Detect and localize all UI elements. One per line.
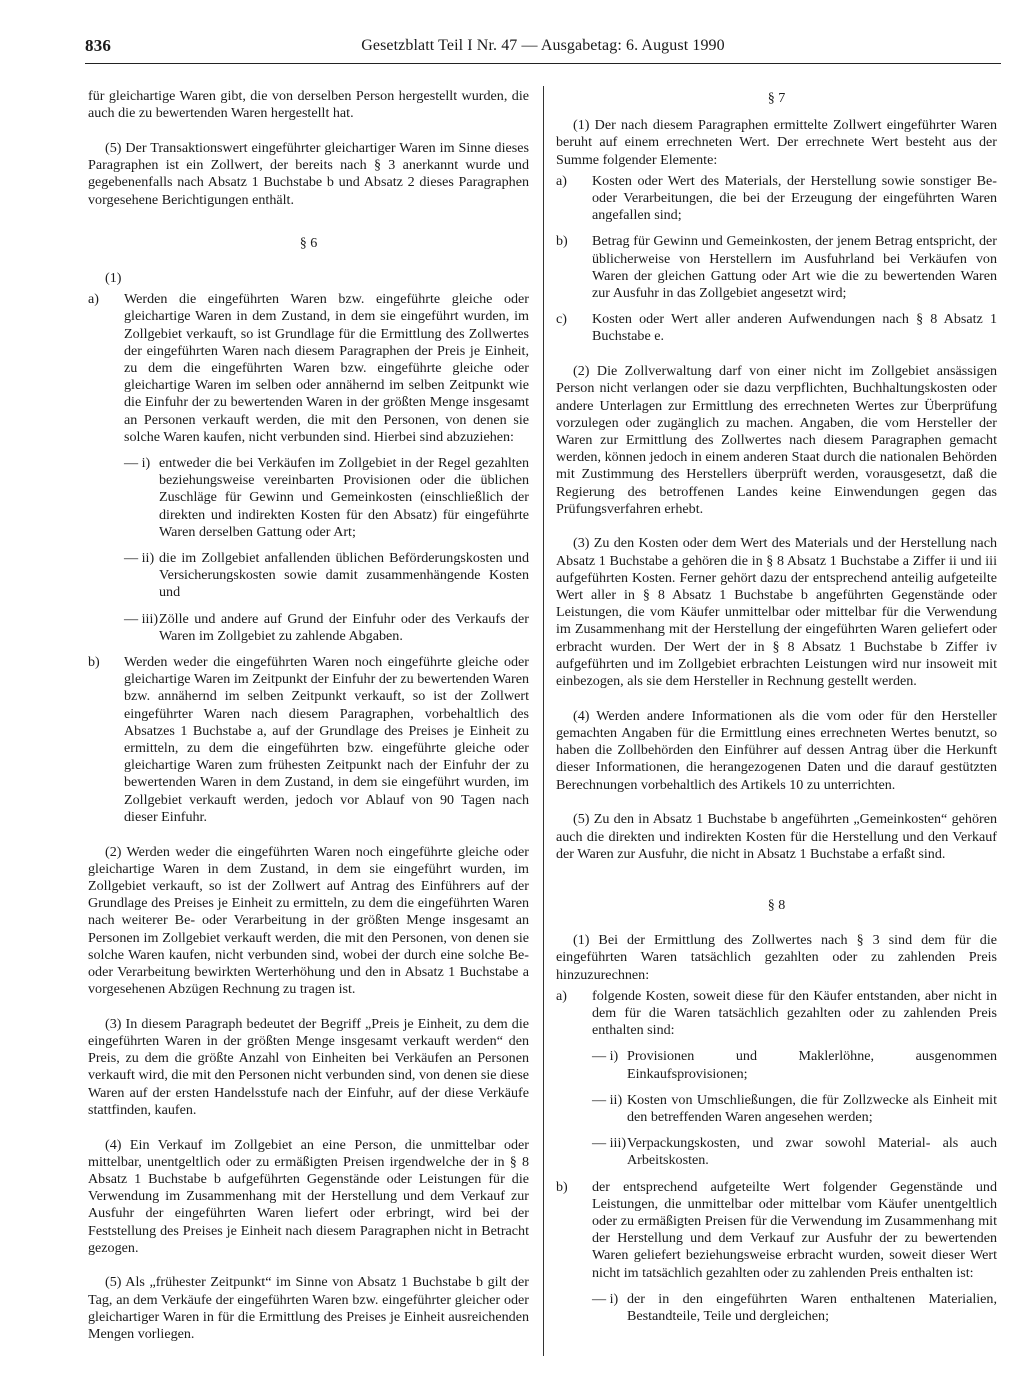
sublist-item-iii xyxy=(88,611,529,645)
paragraph-3: (3) In diesem Paragraph bedeutet der Begriff „Preis je Einheit, zu dem die eingeführten Waren in der größten Menge insgesamt verkauft werden“ den Preis, zu dem die größte Anzahl von Einheiten bei Verkäufen an Personen verkauft wird, die mit den Personen nicht verbunden sind, von denen sie diese Waren auf der ersten Handelsstufe nach der Einfuhr, auf der diese Verkäufe stattfinden, kaufen. xyxy=(88,1015,529,1118)
list-text: der entsprechend aufgeteilte Wert folgender Gegenstände und Leistungen, die unmittelbar oder mittelbar vom Käufer unentgeltlich oder zu ermäßigten Preisen für die Verwendung im Zusammenhang mit der Herstellung und dem Verkauf zur Ausfuhr der zu bewertenden Waren geliefert beziehungsweise erbracht wurden, soweit dieser Wert nicht im tatsächlich gezahlten oder zu zahlenden Preis enthalten ist: xyxy=(592,1178,997,1281)
subsection-label-1: (1) xyxy=(105,269,122,286)
paragraph-8-1: (1) Bei der Ermittlung des Zollwertes nach § 3 sind dem für die eingeführten Waren tatsächlich gezahlten oder zu zahlenden Preis hinzuzurechnen: xyxy=(556,932,997,983)
list-item-c xyxy=(556,311,997,345)
paragraph-4: (4) Ein Verkauf im Zollgebiet an eine Person, die unmittelbar oder mittelbar, unentgeltlich oder zu ermäßigten Preisen irgendwelche der in § 8 Absatz 1 Buchstabe b aufgeführten Gegenstände oder Leistungen für die Verwendung im Zusammenhang mit der Herstellung und dem Verkauf zur Ausfuhr der eingeführten Waren liefert oder erbringt, wird bei der Feststellung des Preises je Einheit nach diesem Paragraphen nicht in Betracht gezogen. xyxy=(88,1136,529,1256)
list-text: Betrag für Gewinn und Gemeinkosten, der jenem Betrag entspricht, der üblicherweise von Herstellern im Ausfuhrland bei Verkäufen von Waren der gleichen Gattung oder Art wie die zu bewertenden Waren zur Ausfuhr in das Zollgebiet angesetzt wird; xyxy=(592,233,997,302)
list-text: Kosten oder Wert aller anderen Aufwendungen nach § 8 Absatz 1 Buchstabe e. xyxy=(592,311,997,345)
list-label: b) xyxy=(88,653,100,670)
sublist-text: Verpackungskosten, und zwar sowohl Material- als auch Arbeitskosten. xyxy=(627,1135,997,1169)
list-text: Werden weder die eingeführten Waren noch eingeführte gleiche oder gleichartige Waren im Zeitpunkt der Einfuhr der zu bewertenden Waren bzw. annähernd im selben Zeitpunkt verkauft, so ist der Zollwert eingeführter Waren nach diesem Paragraphen, vorbehaltlich des Absatzes 1 Buchstabe a, auf der Grundlage des Preises je Einheit zu ermitteln, zu dem die eingeführten bzw. eingeführte gleiche oder gleichartige Waren zum frühesten Zeitpunkt nach der Einfuhr der zu bewertenden Waren in dem Zustand, in dem sie eingeführt wurden, im Zollgebiet verkauft werden, jedoch vor Ablauf von 90 Tagen nach dieser Einfuhr. xyxy=(124,653,529,825)
list-item-a xyxy=(556,988,997,1040)
page-header xyxy=(85,36,1001,66)
list-text: Werden die eingeführten Waren bzw. eingeführte gleiche oder gleichartige Waren in dem Zustand, in dem sie eingeführt wurden, im Zollgebiet verkauft, so ist Grundlage für die Ermittlung des Zollwertes der eingeführten Waren nach diesem Paragraphen der Preis je Einheit, zu dem die eingeführten Waren bzw. eingeführte gleiche oder gleichartige Waren im selben oder annähernd im selben Zeitpunkt wie die Einfuhr der zu bewertenden Waren in der größten Menge insgesamt an Personen verkauft werden, die mit den Personen, von denen sie solche Waren kaufen, nicht verbunden sind. Hierbei sind abzuziehen: xyxy=(124,291,529,445)
sublist-label: — iii) xyxy=(592,1135,627,1152)
header-rule xyxy=(85,63,1001,64)
sublist-item-ii xyxy=(88,550,529,602)
list-label: c) xyxy=(556,311,567,328)
sublist-label: — i) xyxy=(592,1290,619,1307)
list-text: folgende Kosten, soweit diese für den Käufer entstanden, aber nicht in dem für die Waren tatsächlich gezahlten oder zu zahlenden Preis enthalten sind: xyxy=(592,987,997,1039)
list-label: a) xyxy=(556,987,567,1004)
sublist-label: — ii) xyxy=(592,1091,623,1108)
sublist-text: Zölle und andere auf Grund der Einfuhr oder des Verkaufs der Waren im Zollgebiet zu zahlende Abgaben. xyxy=(159,610,529,644)
sublist-item-i xyxy=(556,1291,997,1325)
paragraph-3: (3) Zu den Kosten oder dem Wert des Materials und der Herstellung nach Absatz 1 Buchstabe a gehören die in § 8 Absatz 1 Buchstabe a Ziffer ii und iii aufgeführten Kosten. Ferner gehört dazu der entsprechend anteilig aufgeteilte Wert aller in § 8 Absatz 1 Buchstabe b angeführten Gegenstände oder Leistungen, die vom Käufer unmittelbar oder mittelbar für die Verwendung im Zusammenhang mit der Herstellung der eingeführten Waren geliefert oder erbracht wurden. Der Wert der in § 8 Absatz 1 Buchstabe b Ziffer iv aufgeführten und im Zollgebiet erbrachten Leistungen wird nur insoweit mit einbezogen, als sie dem Hersteller in Rechnung gestellt werden. xyxy=(556,535,997,690)
list-label: b) xyxy=(556,233,568,250)
list-label: a) xyxy=(88,291,99,308)
paragraph-5b: (5) Als „frühester Zeitpunkt“ im Sinne von Absatz 1 Buchstabe b gilt der Tag, an dem Verkäufe der eingeführten Waren bzw. eingeführter gleicher oder gleichartiger Waren in für die Ermittlung des Preises je Einheit ausreichenden Mengen vorliegen. xyxy=(88,1274,529,1343)
sublist-item-i xyxy=(556,1048,997,1082)
sublist-text: entweder die bei Verkäufen im Zollgebiet in der Regel gezahlten beziehungsweise vereinbarten Provisionen oder die üblichen Zuschläge für Gewinn und Gemeinkosten (einschließlich der direkten und indirekten Kosten für den Absatz) für eingeführte Waren derselben Gattung oder Art; xyxy=(159,454,529,540)
sublist-item-i xyxy=(88,455,529,541)
sublist-text: die im Zollgebiet anfallenden üblichen Beförderungskosten und Versicherungskosten sowie damit zusammenhängende Kosten und xyxy=(159,549,529,601)
sublist-label: — ii) xyxy=(124,549,155,566)
list-item-a xyxy=(88,291,529,446)
section-heading-6: § 6 xyxy=(299,234,318,251)
paragraph-1: (1) Der nach diesem Paragraphen ermittelte Zollwert eingeführter Waren beruht auf einem errechneten Wert. Der errechnete Wert besteht aus der Summe folgender Elemente: xyxy=(556,117,997,168)
sublist-item-ii xyxy=(556,1092,997,1126)
left-column xyxy=(88,88,529,1343)
list-text: Kosten oder Wert des Materials, der Herstellung sowie sonstiger Be- oder Verarbeitungen, die bei der Erzeugung der eingeführten Waren angefallen sind; xyxy=(592,172,997,224)
sublist-label: — i) xyxy=(124,454,151,471)
section-heading-8: § 8 xyxy=(767,896,786,913)
running-title: Gesetzblatt Teil I Nr. 47 — Ausgabetag: 6. August 1990 xyxy=(361,37,725,54)
list-item-b xyxy=(556,233,997,302)
section-heading-7: § 7 xyxy=(767,90,786,106)
list-label: b) xyxy=(556,1178,568,1195)
list-item-a xyxy=(556,173,997,225)
sublist-text: Kosten von Umschließungen, die für Zollzwecke als Einheit mit den betreffenden Waren angesehen werden; xyxy=(627,1091,997,1125)
sublist-text: Provisionen und Maklerlöhne, ausgenommen Einkaufsprovisionen; xyxy=(627,1048,997,1082)
paragraph-continuation: für gleichartige Waren gibt, die von derselben Person hergestellt wurden, die auch die zu bewertenden Waren hergestellt hat. xyxy=(88,88,529,122)
list-label: a) xyxy=(556,172,567,189)
page-number: 836 xyxy=(85,36,112,55)
list-item-b xyxy=(88,654,529,826)
right-column xyxy=(556,88,997,1334)
sublist-label: — i) xyxy=(592,1048,619,1065)
sublist-text: der in den eingeführten Waren enthaltenen Materialien, Bestandteile, Teile und dergleichen; xyxy=(627,1290,997,1324)
paragraph-2: (2) Die Zollverwaltung darf von einer nicht im Zollgebiet ansässigen Person nicht verlangen oder sie dazu verpflichten, Buchhaltungskosten oder andere Unterlagen zur Ermittlung des errechneten Wertes zur Überprüfung vorzulegen oder zugänglich zu machen. Angaben, die vom Hersteller der Waren zur Ermittlung des Zollwertes nach diesem Paragraphen gemacht werden, können jedoch in einem anderen Staat durch die nationalen Behörden mit Zustimmung des Herstellers überprüft werden, vorausgesetzt, daß die Regierung des betroffenen Landes keine Einwendungen gegen das Prüfungsverfahren erhebt. xyxy=(556,363,997,517)
column-divider xyxy=(543,86,544,1356)
paragraph-5: (5) Der Transaktionswert eingeführter gleichartiger Waren im Sinne dieses Paragraphen ist ein Zollwert, der bereits nach § 3 anerkannt wurde und gegebenenfalls nach Absatz 1 Buchstabe b und Absatz 2 dieses Paragraphen vorgesehene Berichtigungen enthält. xyxy=(88,139,529,208)
paragraph-2: (2) Werden weder die eingeführten Waren noch eingeführte gleiche oder gleichartige Waren in dem Zustand, in dem sie eingeführt wurden, im Zollgebiet verkauft, so ist der Zollwert auf Antrag des Einführers auf der Grundlage des Preises je Einheit zu ermitteln, zu dem die eingeführten Waren nach weiterer Be- oder Verarbeitung in der größten Menge insgesamt an Personen im Zollgebiet verkauft werden, die mit den Personen, von denen sie solche Waren kaufen, nicht verbunden sind, wobei der durch eine solche Be- oder Verarbeitung bewirkten Werterhöhung und den in Absatz 1 Buchstabe a vorgesehenen Abzügen Rechnung zu tragen ist. xyxy=(88,843,529,998)
sublist-item-iii xyxy=(556,1135,997,1169)
paragraph-4: (4) Werden andere Informationen als die vom oder für den Hersteller gemachten Angaben für die Ermittlung eines errechneten Wertes benutzt, so haben die Zollbehörden den Einführer auf dessen Antrag über die Herkunft dieser Informationen, die herangezogenen Daten und die darauf gestützten Berechnungen vorbehaltlich des Artikels 10 zu unterrichten. xyxy=(556,707,997,793)
sublist-label: — iii) xyxy=(124,610,159,627)
list-item-b xyxy=(556,1179,997,1282)
paragraph-5: (5) Zu den in Absatz 1 Buchstabe b angeführten „Gemeinkosten“ gehören auch die direkten und indirekten Kosten für die Herstellung und den Verkauf der Waren zur Ausfuhr, die nicht in Absatz 1 Buchstabe a erfaßt sind. xyxy=(556,811,997,862)
